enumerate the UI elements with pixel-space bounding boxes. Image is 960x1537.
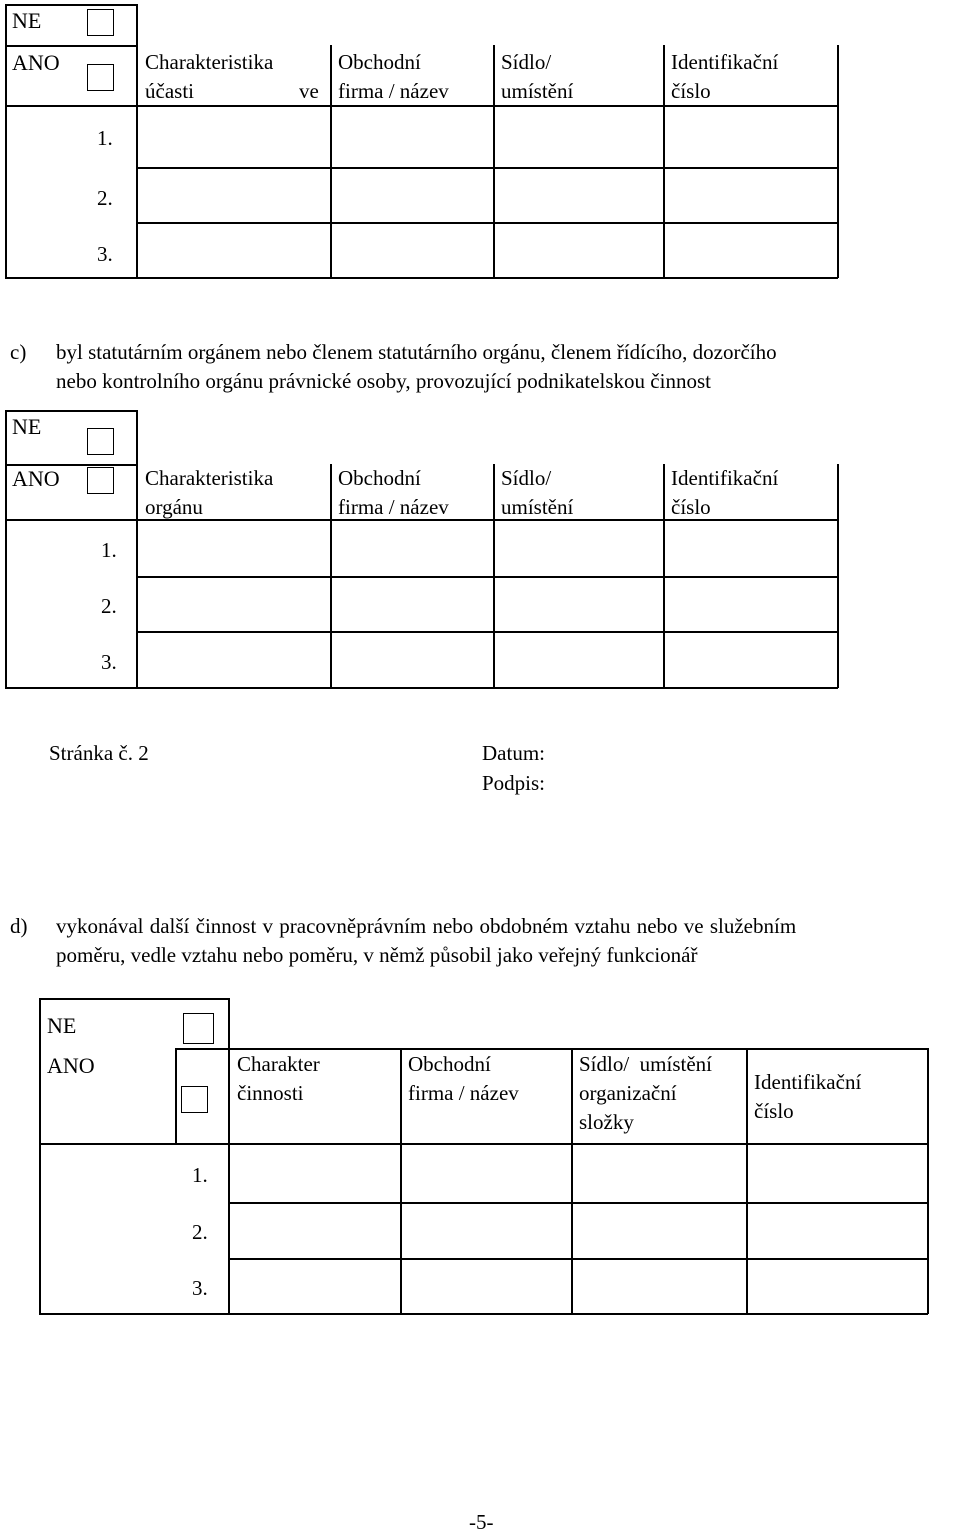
header-characteristic: Charakteristika xyxy=(145,466,274,490)
header-company-2: firma / název xyxy=(408,1081,519,1105)
header-company: Obchodní xyxy=(338,50,421,74)
row-number: 3. xyxy=(97,242,113,266)
ne-checkbox[interactable] xyxy=(183,1013,214,1044)
section-c-line1: byl statutárním orgánem nebo členem statutárního orgánu, členem řídícího, dozorčího xyxy=(56,340,777,364)
ne-label: NE xyxy=(12,8,42,33)
row-number: 3. xyxy=(101,650,117,674)
row-number: 1. xyxy=(97,126,113,150)
ano-checkbox[interactable] xyxy=(181,1086,208,1113)
ne-label: NE xyxy=(12,414,42,439)
header-seat-3: složky xyxy=(579,1110,634,1134)
header-characteristic: Charakteristika xyxy=(145,50,274,74)
header-characteristic-3: ve xyxy=(299,79,319,103)
ano-checkbox[interactable] xyxy=(87,64,114,91)
header-activity: Charakter xyxy=(237,1052,320,1076)
header-seat-2: umístění xyxy=(501,495,574,519)
header-characteristic-2: účasti xyxy=(145,79,194,103)
header-company: Obchodní xyxy=(408,1052,491,1076)
ano-checkbox[interactable] xyxy=(87,467,114,494)
row-number: 2. xyxy=(97,186,113,210)
section-d-line2: poměru, vedle vztahu nebo poměru, v němž působil jako veřejný funkcionář xyxy=(56,943,698,967)
ne-checkbox[interactable] xyxy=(87,9,114,36)
ano-label: ANO xyxy=(47,1053,95,1078)
section-d-marker: d) xyxy=(10,914,28,938)
row-number: 1. xyxy=(101,538,117,562)
header-id: Identifikační xyxy=(671,466,779,490)
ano-label: ANO xyxy=(12,50,60,75)
header-seat: Sídlo/ xyxy=(501,50,552,74)
row-number: 2. xyxy=(101,594,117,618)
header-id: Identifikační xyxy=(754,1070,862,1094)
row-number: 1. xyxy=(192,1163,208,1187)
header-company-2: firma / název xyxy=(338,495,449,519)
ne-checkbox[interactable] xyxy=(87,428,114,455)
header-company: Obchodní xyxy=(338,466,421,490)
row-number: 3. xyxy=(192,1276,208,1300)
ne-label: NE xyxy=(47,1013,77,1038)
signature-label: Podpis: xyxy=(482,771,546,795)
row-number: 2. xyxy=(192,1220,208,1244)
header-company-2: firma / název xyxy=(338,79,449,103)
header-seat: Sídlo/ umístění xyxy=(579,1052,713,1076)
section-c-line2: nebo kontrolního orgánu právnické osoby, provozující podnikatelskou činnost xyxy=(56,369,711,393)
section-d-line1: vykonával další činnost v pracovněprávním nebo obdobném vztahu nebo ve služebním xyxy=(56,914,797,938)
section-c-marker: c) xyxy=(10,340,27,364)
header-seat: Sídlo/ xyxy=(501,466,552,490)
header-characteristic-2: orgánu xyxy=(145,495,203,519)
header-seat-2: organizační xyxy=(579,1081,677,1105)
date-label: Datum: xyxy=(482,741,545,765)
header-id-2: číslo xyxy=(671,495,711,519)
page-number: -5- xyxy=(469,1510,494,1534)
header-id: Identifikační xyxy=(671,50,779,74)
ano-label: ANO xyxy=(12,466,60,491)
header-activity-2: činnosti xyxy=(237,1081,304,1105)
header-id-2: číslo xyxy=(671,79,711,103)
page-label: Stránka č. 2 xyxy=(49,741,149,765)
header-seat-2: umístění xyxy=(501,79,574,103)
header-id-2: číslo xyxy=(754,1099,794,1123)
